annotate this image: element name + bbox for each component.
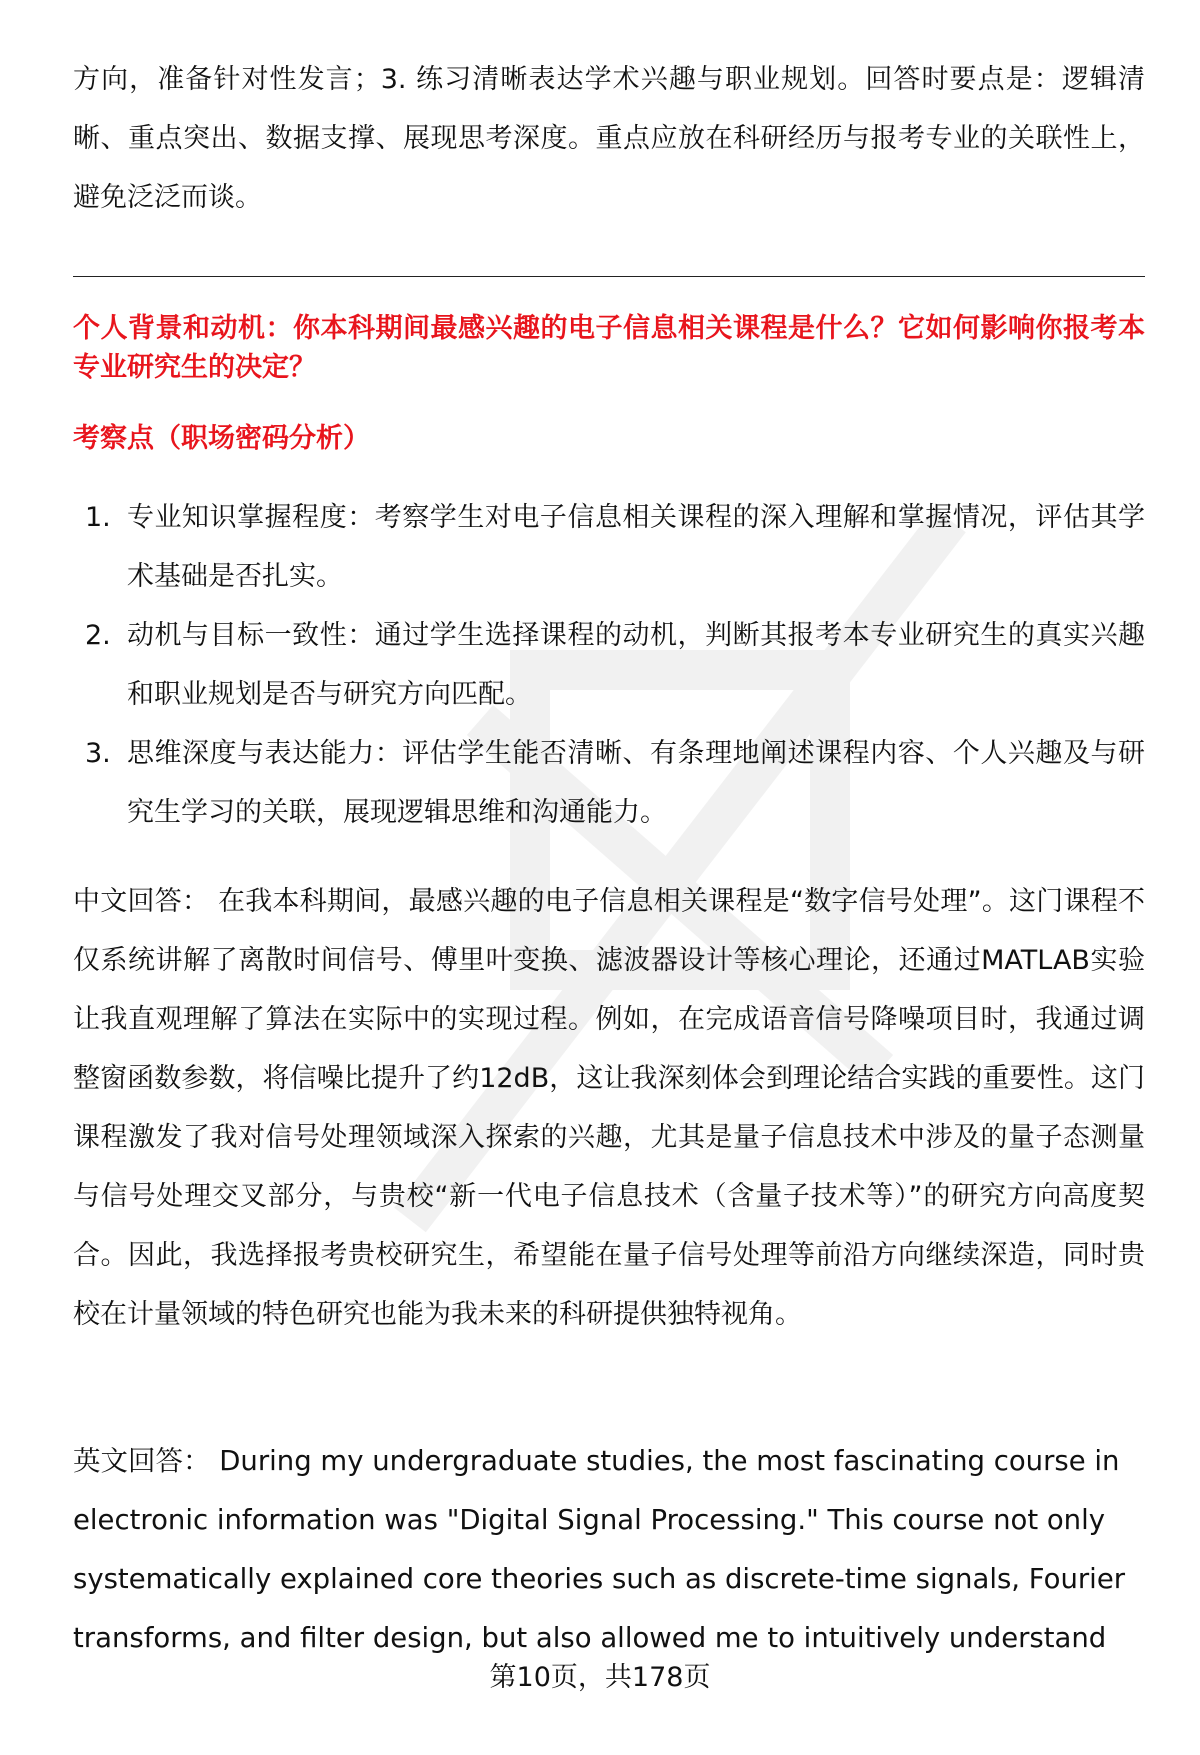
list-item-text: 专业知识掌握程度：考察学生对电子信息相关课程的深入理解和掌握情况，评估其学术基础是否扎实。: [127, 502, 1145, 592]
list-item-text: 动机与目标一致性：通过学生选择课程的动机，判断其报考本专业研究生的真实兴趣和职业规划是否与研究方向匹配。: [127, 620, 1145, 710]
list-number: 2.: [85, 620, 111, 651]
chinese-answer: 中文回答： 在我本科期间，最感兴趣的电子信息相关课程是“数字信号处理”。这门课程不仅系统讲解了离散时间信号、傅里叶变换、滤波器设计等核心理论，还通过MATLAB实验让我直观理解了算法在实际中的实现过程。例如，在完成语音信号降噪项目时，我通过调整窗函数参数，将信噪比提升了约12dB，这让我深刻体会到理论结合实践的重要性。这门课程激发了我对信号处理领域深入探索的兴趣，尤其是量子信息技术中涉及的量子态测量与信号处理交叉部分，与贵校“新一代电子信息技术（含量子技术等）”的研究方向高度契合。因此，我选择报考贵校研究生，希望能在量子信号处理等前沿方向继续深造，同时贵校在计量领域的特色研究也能为我未来的科研提供独特视角。: [73, 886, 1145, 1330]
list-item-text: 思维深度与表达能力：评估学生能否清晰、有条理地阐述课程内容、个人兴趣及与研究生学习的关联，展现逻辑思维和沟通能力。: [127, 738, 1145, 828]
assessment-heading: 考察点（职场密码分析）: [73, 423, 370, 454]
list-number: 3.: [85, 738, 111, 769]
question-heading: 个人背景和动机：你本科期间最感兴趣的电子信息相关课程是什么？它如何影响你报考本专业研究生的决定？: [73, 313, 1145, 383]
list-item: [73, 488, 1145, 606]
page-footer: 第10页，共178页: [489, 1662, 711, 1693]
list-item: [73, 724, 1145, 842]
list-item: [73, 606, 1145, 724]
list-number: 1.: [85, 502, 111, 533]
section-divider: [73, 276, 1145, 277]
assessment-list: [73, 488, 1145, 842]
intro-paragraph: 方向，准备针对性发言；3. 练习清晰表达学术兴趣与职业规划。回答时要点是：逻辑清晰、重点突出、数据支撑、展现思考深度。重点应放在科研经历与报考专业的关联性上，避免泛泛而谈。: [73, 64, 1145, 213]
english-answer: 英文回答： During my undergraduate studies, the most fascinating course in electronic information was "Digital Signal Processing." This course not only systematically explained core theories such as discrete-time signals, Fourier transforms, and filter design, but also allowed me to intuitively understand: [73, 1445, 1126, 1654]
